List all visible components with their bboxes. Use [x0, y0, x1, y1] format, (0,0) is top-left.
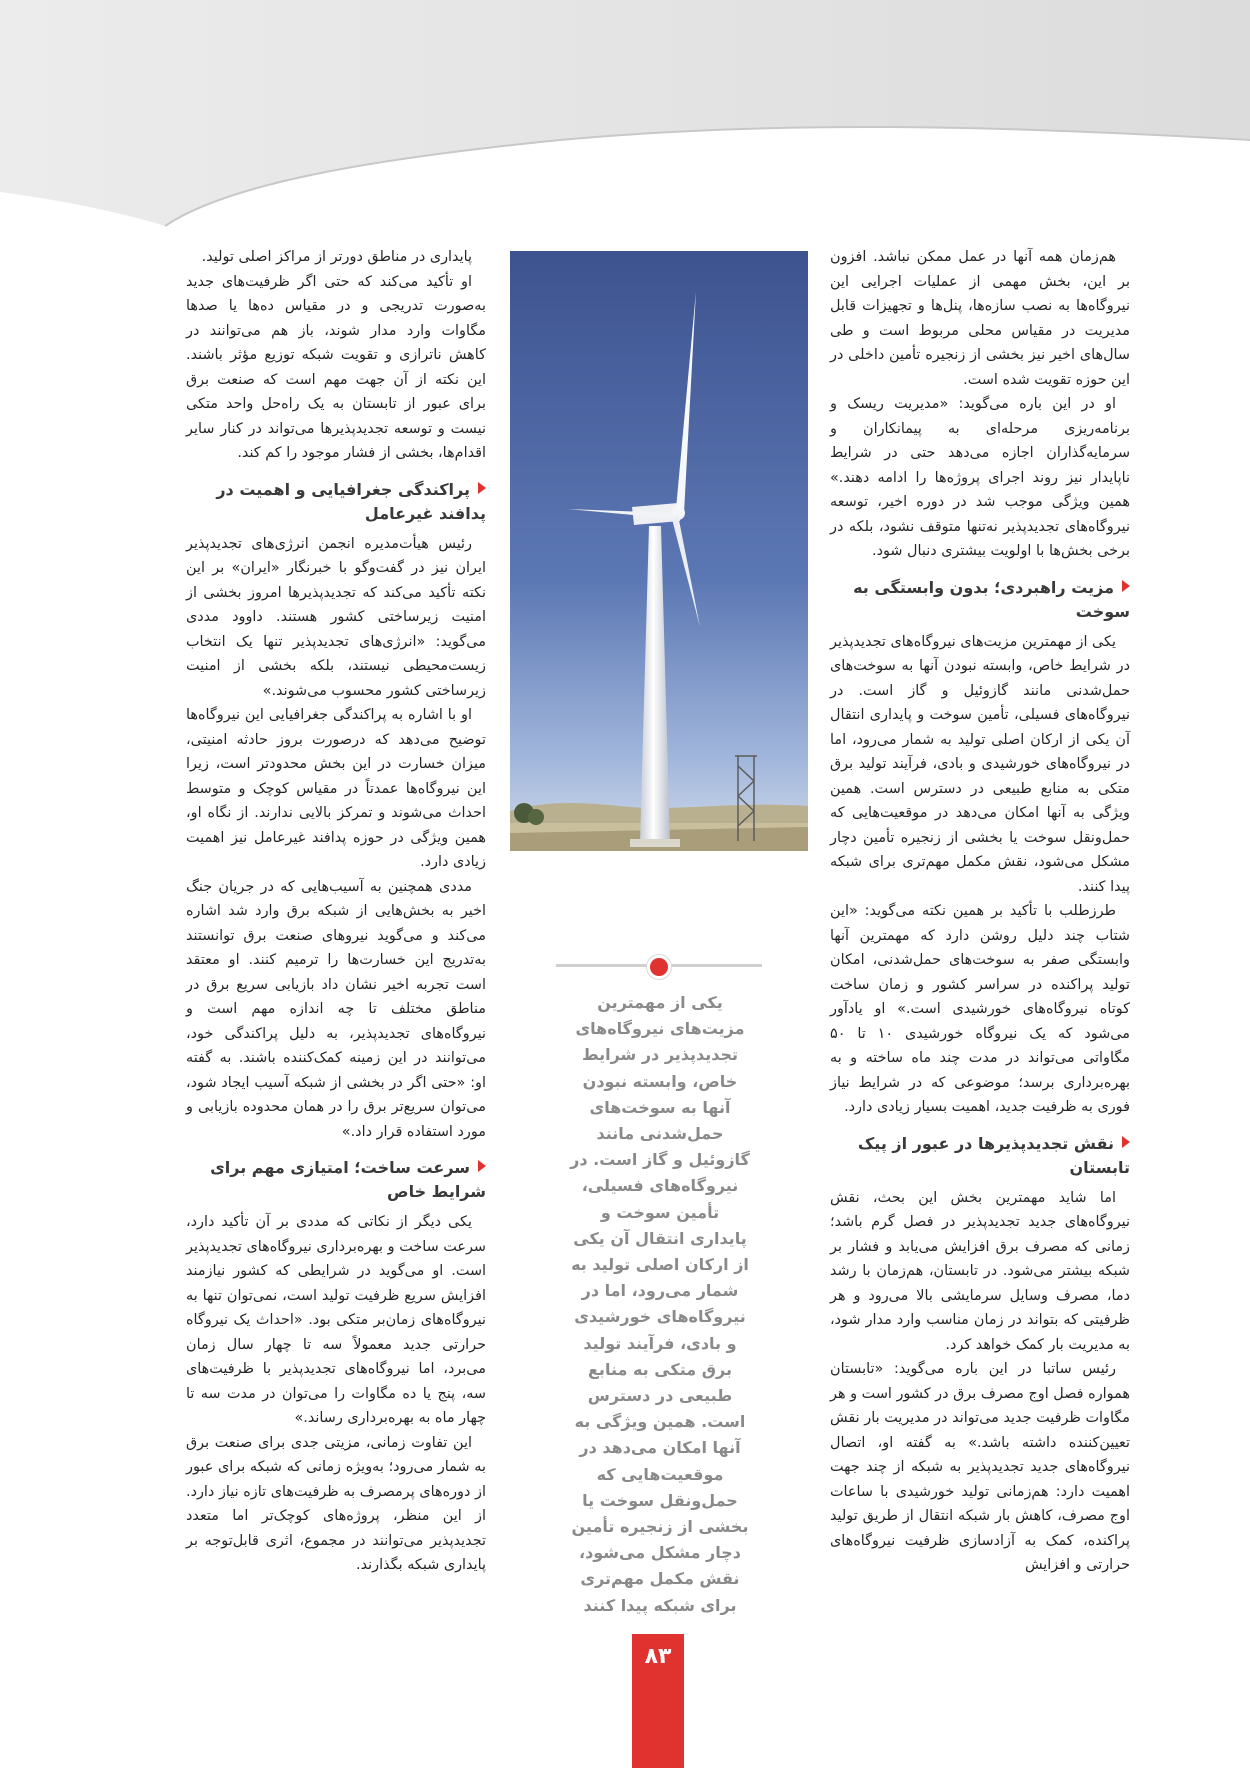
section-heading-fuel-independence: [830, 576, 1130, 624]
section-heading-text: سرعت ساخت؛ امتیازی مهم برای شرایط خاص: [210, 1158, 486, 1201]
pull-quote: یکی از مهمترین مزیت‌های نیروگاه‌های تجدیدپذیر در شرایط خاص، وابسته نبودن آنها به سوخت‌های حمل‌شدنی مانند گازوئیل و گاز است. در نیروگاه‌های فسیلی، تأمین سوخت و پایداری انتقال آن یکی از ارکان اصلی تولید به شمار می‌رود، اما در نیروگاه‌های خورشیدی و بادی، فرآیند تولید برق متکی به منابع طبیعی در دسترس است. همین ویژگی به آنها امکان می‌دهد در موقعیت‌هایی که حمل‌ونقل سوخت یا بخشی از زنجیره تأمین دچار مشکل می‌شود، نقش مکمل مهم‌تری برای شبکه پیدا کنند: [570, 993, 750, 1615]
left-paragraph-3: رئیس هیأت‌مدیره انجمن انرژی‌های تجدیدپذیر ایران نیز در گفت‌وگو با خبرنگار «ایران» بر این نکته تأکید می‌کند که تجدیدپذیرها امروز بخشی از امنیت زیرساختی کشور هستند. داوود مددی می‌گوید: «انرژی‌های تجدیدپذیر تنها یک انتخاب زیست‌محیطی نیستند، بلکه بخشی از امنیت زیرساختی کشور محسوب می‌شوند.»: [186, 535, 486, 699]
red-bullet-icon: [1122, 580, 1130, 592]
left-paragraph-5: مددی همچنین به آسیب‌هایی که در جریان جنگ اخیر به بخش‌هایی از شبکه برق وارد شد اشاره می‌کند و می‌گوید نیروهای صنعت برق توانستند به‌تدریج این خسارت‌ها را ترمیم کنند. او معتقد است تجربه اخیر نشان داد بازیابی سریع برق در مناطق مختلف تا چه اندازه مهم است و نیروگاه‌های تجدیدپذیر، به دلیل پراکندگی خود، می‌توانند در این زمینه کمک‌کننده باشند. به گفته او: «حتی اگر در بخشی از شبکه آسیب ایجاد شود، می‌توان سریع‌تر برق را در همان محدوده بازیابی و مورد استفاده قرار داد.»: [186, 878, 486, 1140]
section-heading-geographic-dispersion: [186, 478, 486, 526]
section-heading-text: نقش تجدیدپذیرها در عبور از پیک تابستان: [857, 1133, 1130, 1177]
left-paragraph-7: این تفاوت زمانی، مزیتی جدی برای صنعت برق به شمار می‌رود؛ به‌ویژه زمانی که شبکه برای عبور از دوره‌های پرمصرف به ظرفیت‌های تازه نیاز دارد. از این منظر، پروژه‌های کوچک‌تر اما متعدد تجدیدپذیر می‌توانند در مجموع، اثری قابل‌توجه بر پایداری شبکه بگذارند.: [186, 1434, 486, 1573]
wind-turbine-image: [510, 251, 808, 851]
section-heading-text: پراکندگی جغرافیایی و اهمیت در پدافند غیرعامل: [216, 479, 486, 523]
page-number: ۸۳: [644, 1644, 672, 1669]
left-column: [186, 245, 486, 1578]
right-paragraph-3: یکی از مهمترین مزیت‌های نیروگاه‌های تجدیدپذیر در شرایط خاص، وابسته نبودن آنها به سوخت‌های حمل‌شدنی مانند گازوئیل و گاز است. در نیروگاه‌های فسیلی، تأمین سوخت و پایداری انتقال آن یکی از ارکان اصلی تولید به شمار می‌رود، اما در نیروگاه‌های خورشیدی و بادی، فرآیند تولید برق متکی به منابع طبیعی در دسترس است. همین ویژگی به آنها امکان می‌دهد در موقعیت‌هایی که حمل‌ونقل سوخت یا بخشی از زنجیره تأمین دچار مشکل می‌شود، نقش مکمل مهم‌تری برای شبکه پیدا کنند.: [830, 633, 1130, 895]
right-paragraph-5: اما شاید مهمترین بخش این بحث، نقش نیروگاه‌های جدید تجدیدپذیر در فصل گرم باشد؛ زمانی که مصرف برق افزایش می‌یابد و فشار بر شبکه بیشتر می‌شود. در تابستان، هم‌زمان با رشد دما، مصرف وسایل سرمایشی بالا می‌رود و هر ظرفیتی که بتواند در زمان مناسب وارد مدار شود، به مدیریت بار کمک خواهد کرد.: [830, 1189, 1130, 1353]
left-paragraph-6: یکی دیگر از نکاتی که مددی بر آن تأکید دارد، سرعت ساخت و بهره‌برداری نیروگاه‌های تجدیدپذیر است. او می‌گوید در شرایطی که کشور نیازمند افزایش سریع ظرفیت تولید است، نمی‌توان تنها به نیروگاه‌های زمان‌بر متکی بود. «احداث یک نیروگاه حرارتی جدید معمولاً سه تا چهار سال زمان می‌برد، اما نیروگاه‌های تجدیدپذیر با ظرفیت‌های سه، پنج یا ده مگاوات را می‌توان در مدت سه تا چهار ماه به بهره‌برداری رساند.»: [186, 1214, 486, 1426]
section-heading-summer-peak: [830, 1132, 1130, 1180]
red-bullet-icon: [478, 1160, 486, 1172]
right-paragraph-2: او در این باره می‌گوید: «مدیریت ریسک و برنامه‌ریزی مرحله‌ای به پیمانکاران و سرمایه‌گذاران اجازه می‌دهد حتی در شرایط ناپایدار نیز روند اجرای پروژه‌ها را ادامه دهند.» همین ویژگی موجب شد در دوره اخیر، توسعه نیروگاه‌های تجدیدپذیر نه‌تنها متوقف نشود، بلکه در برخی بخش‌ها با اولویت بیشتری دنبال شود.: [830, 396, 1130, 559]
right-paragraph-6: رئیس ساتبا در این باره می‌گوید: «تابستان همواره فصل اوج مصرف برق در کشور است و هر مگاوات ظرفیت جدید می‌تواند در مدیریت بار نقش تعیین‌کننده داشته باشد.» به گفته او، اتصال نیروگاه‌های جدید تجدیدپذیر به شبکه از چند جهت اهمیت دارد: هم‌زمانی تولید خورشیدی با ساعات اوج مصرف، کاهش بار شبکه انتقال از طریق تولید پراکنده، کمک به آزادسازی ظرفیت نیروگاه‌های حرارتی و افزایش: [830, 1361, 1130, 1573]
left-paragraph-2: او تأکید می‌کند که حتی اگر ظرفیت‌های جدید به‌صورت تدریجی و در مقیاس ده‌ها یا صدها مگاوات وارد مدار شوند، باز هم می‌توانند در کاهش ناترازی و تقویت شبکه توزیع مؤثر باشند. این نکته از آن جهت مهم است که صنعت برق برای عبور از تابستان به یک راه‌حل واحد متکی نیست و توسعه تجدیدپذیرها می‌تواند در کنار سایر اقدام‌ها، بخشی از فشار موجود را کم کند.: [186, 273, 486, 461]
section-heading-text: مزیت راهبردی؛ بدون وابستگی به سوخت: [853, 577, 1130, 621]
right-paragraph-1: هم‌زمان همه آنها در عمل ممکن نباشد. افزون بر این، بخش مهمی از عملیات اجرایی این نیروگاه‌ها به نصب سازه‌ها، پنل‌ها و تجهیزات قابل مدیریت در مقیاس محلی مربوط است و طی سال‌های اخیر نیز بخشی از زنجیره تأمین داخلی در این حوزه تقویت شده است.: [830, 249, 1130, 388]
red-dot-icon: [647, 955, 671, 979]
top-swoosh-decoration: [0, 0, 1250, 230]
pull-quote-divider: [556, 955, 762, 975]
section-heading-build-speed: [186, 1156, 486, 1204]
right-column: [830, 245, 1130, 1578]
wind-turbine-photo: [510, 251, 808, 851]
red-bullet-icon: [1122, 1136, 1130, 1148]
left-paragraph-1: پایداری در مناطق دورتر از مراکز اصلی تولید.: [201, 249, 472, 265]
left-paragraph-4: او با اشاره به پراکندگی جغرافیایی این نیروگاه‌ها توضیح می‌دهد که درصورت بروز حادثه امنیتی، میزان خسارت در این بخش محدودتر است، زیرا این نیروگاه‌ها عمدتاً در مقیاس کوچک و متوسط احداث می‌شوند و تمرکز بالایی ندارند. از نگاه او، همین ویژگی در حوزه پدافند غیرعامل نیز اهمیت زیادی دارد.: [186, 707, 486, 870]
red-bullet-icon: [478, 482, 486, 494]
right-paragraph-4: طرزطلب با تأکید بر همین نکته می‌گوید: «این شتاب چند دلیل روشن دارد که مهمترین آنها وابستگی صفر به سوخت‌های حمل‌شدنی، امکان تولید پراکنده در سراسر کشور و زمان ساخت کوتاه نیروگاه‌های خورشیدی است.» او یادآور می‌شود که یک نیروگاه خورشیدی ۱۰ تا ۵۰ مگاواتی می‌تواند در مدت چند ماه ساخته و به بهره‌برداری برسد؛ موضوعی که در شرایط نیاز فوری به ظرفیت جدید، اهمیت بسیار زیادی دارد.: [830, 903, 1130, 1115]
